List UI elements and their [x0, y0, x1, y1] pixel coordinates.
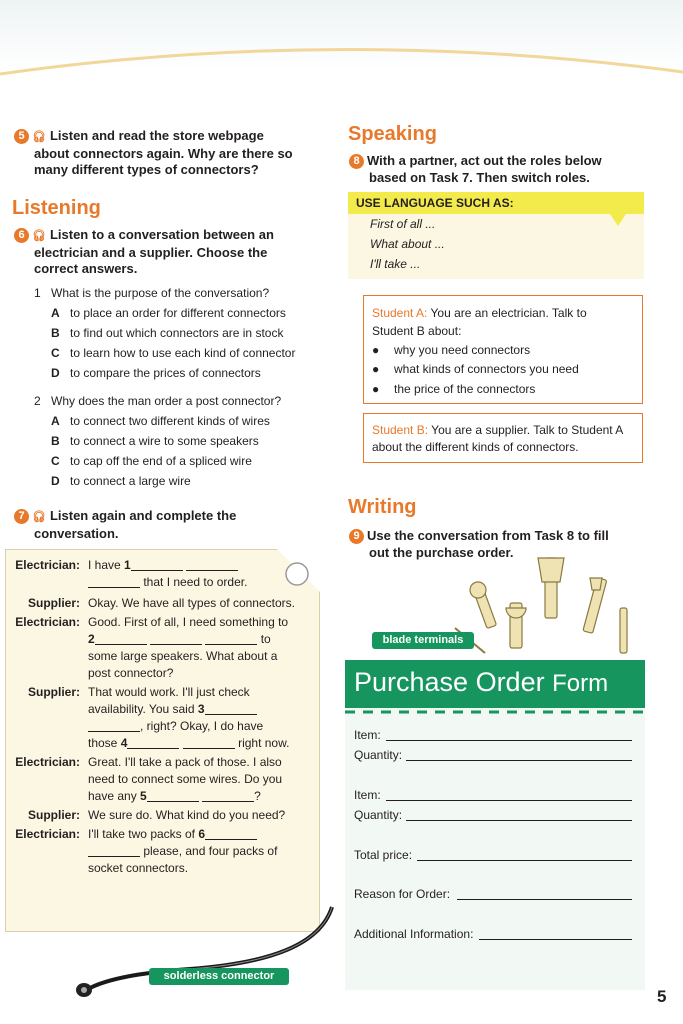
answer-blank[interactable] [88, 575, 140, 588]
q1-option-a[interactable]: A to place an order for different connectors [51, 306, 286, 320]
speaker-label: Supplier: [27, 596, 80, 610]
headphones-icon: 🎧︎ [32, 131, 46, 143]
purchase-order-subtitle: Form [552, 670, 609, 697]
useful-language-box: USE LANGUAGE SUCH AS: First of all ... What about ... I'll take ... [348, 192, 644, 279]
q1-option-c[interactable]: C to learn how to use each kind of connector [51, 346, 296, 360]
quantity-field-2[interactable] [406, 820, 632, 821]
purchase-order-form [345, 660, 645, 990]
phrase: What about ... [370, 237, 445, 251]
item-field-2[interactable] [386, 800, 632, 801]
bullet-icon: ● [372, 343, 380, 357]
task-number-badge: 8 [349, 154, 364, 169]
quantity-label: Quantity: [354, 748, 403, 762]
purchase-order-title: Purchase Order [354, 667, 545, 697]
q2-option-b[interactable]: B to connect a wire to some speakers [51, 434, 259, 448]
headphones-icon: 🎧︎ [32, 230, 46, 242]
speaker-label: Electrician: [15, 558, 80, 572]
task-number-badge: 6 [14, 228, 29, 243]
speaker-label: Supplier: [27, 808, 80, 822]
box-tab-decoration [610, 214, 626, 228]
task-5: 5 🎧︎ Listen and read the store webpage about connectors again. Why are there so many different types of connectors? [14, 128, 314, 179]
task-6: 6 🎧︎ Listen to a conversation between an electrician and a supplier. Choose the correct answers. [14, 227, 314, 278]
blade-terminals-tag: blade terminals [372, 632, 474, 649]
answer-blank[interactable] [205, 702, 257, 715]
answer-blank[interactable] [205, 632, 257, 645]
answer-blank[interactable] [131, 558, 183, 571]
answer-blank[interactable] [205, 827, 257, 840]
answer-blank[interactable] [186, 558, 238, 571]
answer-blank[interactable] [147, 789, 199, 802]
answer-blank[interactable] [88, 719, 140, 732]
quantity-label: Quantity: [354, 808, 403, 822]
quantity-field-1[interactable] [406, 760, 632, 761]
item-label: Item: [354, 728, 381, 742]
task-7: 7 🎧︎ Listen again and complete the conversation. [14, 508, 314, 542]
answer-blank[interactable] [88, 844, 140, 857]
answer-blank[interactable] [150, 632, 202, 645]
q2-option-c[interactable]: C to cap off the end of a spliced wire [51, 454, 252, 468]
speaker-label: Electrician: [15, 755, 80, 769]
headphones-icon: 🎧︎ [32, 511, 46, 523]
answer-blank[interactable] [183, 736, 235, 749]
phrase: I'll take ... [370, 257, 421, 271]
student-a-card: Student A: You are an electrician. Talk to Student B about: ● why you need connectors ● what kinds of connectors you need ● the price of the connectors [363, 295, 643, 404]
task-number-badge: 9 [349, 529, 364, 544]
total-price-field[interactable] [417, 860, 632, 861]
speaker-label: Electrician: [15, 615, 80, 629]
task-number-badge: 5 [14, 129, 29, 144]
q2-option-d[interactable]: D to connect a large wire [51, 474, 191, 488]
writing-heading: Writing [348, 496, 417, 518]
reason-field[interactable] [457, 899, 632, 900]
task-8: 8 With a partner, act out the roles below based on Task 7. Then switch roles. [349, 153, 649, 186]
answer-blank[interactable] [95, 632, 147, 645]
task-9: 9 Use the conversation from Task 8 to fill out the purchase order. [349, 528, 649, 561]
phrase: First of all ... [370, 217, 436, 231]
solderless-connector-tag: solderless connector [149, 968, 289, 985]
answer-blank[interactable] [202, 789, 254, 802]
additional-info-field[interactable] [479, 939, 632, 940]
bullet-icon: ● [372, 362, 380, 376]
q1-option-d[interactable]: D to compare the prices of connectors [51, 366, 261, 380]
speaker-label: Electrician: [15, 827, 80, 841]
item-field-1[interactable] [386, 740, 632, 741]
total-price-label: Total price: [354, 848, 413, 862]
q1-option-b[interactable]: B to find out which connectors are in stock [51, 326, 284, 340]
blade-terminals-illustration [450, 548, 640, 658]
task-number-badge: 7 [14, 509, 29, 524]
bullet-icon: ● [372, 382, 380, 396]
solderless-connector-illustration [70, 905, 350, 1000]
additional-info-label: Additional Information: [354, 927, 474, 941]
purchase-order-header [345, 660, 645, 708]
question-1: 1 What is the purpose of the conversation? [34, 286, 270, 300]
q2-option-a[interactable]: A to connect two different kinds of wires [51, 414, 270, 428]
question-2: 2 Why does the man order a post connector? [34, 394, 282, 408]
listening-heading: Listening [12, 197, 101, 219]
reason-label: Reason for Order: [354, 887, 451, 901]
item-label: Item: [354, 788, 381, 802]
answer-blank[interactable] [127, 736, 179, 749]
speaker-label: Supplier: [27, 685, 80, 699]
speaking-heading: Speaking [348, 123, 437, 145]
top-decorative-band [0, 0, 683, 78]
student-b-card: Student B: You are a supplier. Talk to Student A about the different kinds of connectors. [363, 413, 643, 463]
perforation-divider [345, 708, 645, 716]
page-number: 5 [657, 987, 667, 1006]
conversation: Electrician: I have 1 that I need to order. Supplier: Okay. We have all types of connectors. Electrician: Good. First of all, I need something to 2 to some large speakers. What about a post connector? Supplier: That would work. I'll just check availability. You said 3 , right? Okay, I do have those 4 right now. Electrician: Great. I'll take a pack of those. I also need to connect some wires. Do you have any 5 ? Supplier: We sure do. What kind do you need? Electrician: I'll take two packs of 6 please, and four packs of socket connectors. [5, 557, 305, 887]
